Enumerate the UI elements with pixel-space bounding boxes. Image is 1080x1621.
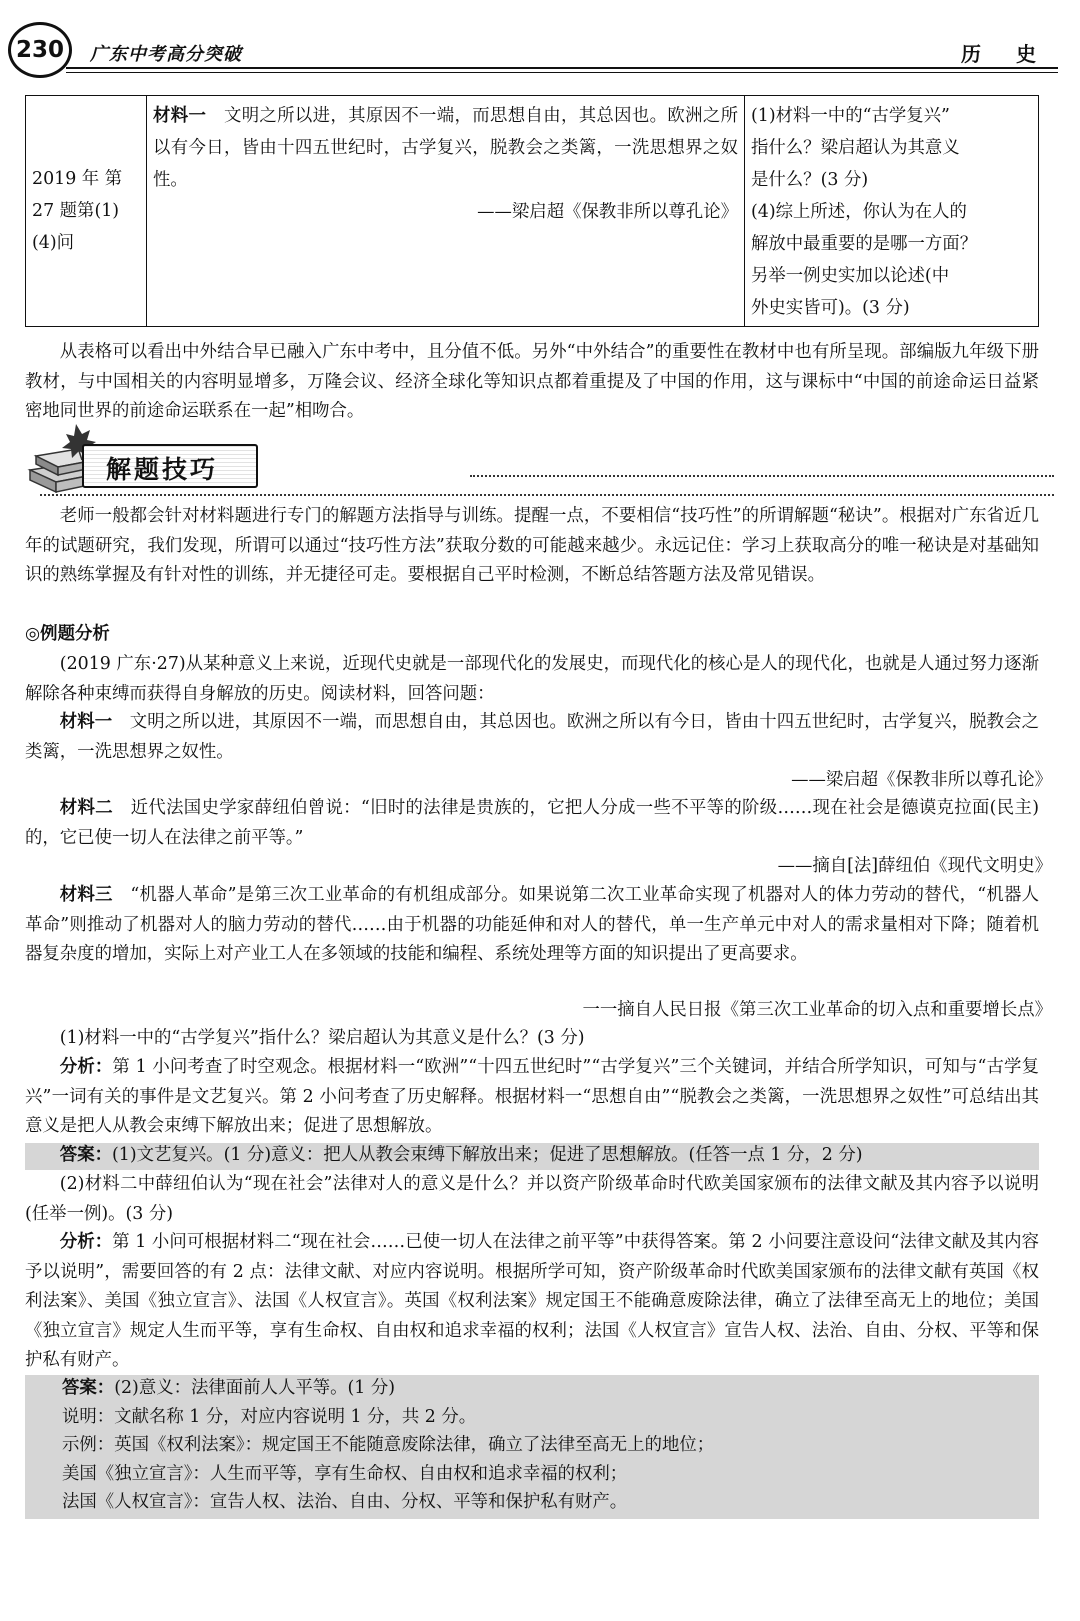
book-title: 广东中考高分突破 [90, 44, 242, 65]
material-one-label: 材料一 [59, 712, 113, 732]
analysis-two-label: 分析： [59, 1232, 113, 1252]
table-cell-year [26, 96, 147, 327]
material-two [25, 794, 1039, 853]
analysis-one [25, 1053, 1039, 1142]
answer-two-line: 示例：英国《权利法案》：规定国王不能随意废除法律，确立了法律至高无上的地位； [62, 1435, 715, 1455]
question-line: 指什么？梁启超认为其意义 [751, 138, 960, 158]
question-line: 解放中最重要的是哪一方面？ [751, 234, 978, 254]
answer-one-text: (1)文艺复兴。(1 分)意义：把人从教会束缚下解放出来；促进了思想解放。(任答一点 1 分，2 分) [111, 1145, 863, 1165]
answer-two [25, 1374, 1039, 1517]
material-three-label: 材料三 [59, 885, 113, 905]
question-one: (1)材料一中的“古学复兴”指什么？梁启超认为其意义是什么？(3 分) [59, 1028, 585, 1048]
page-number: 230 [8, 22, 72, 78]
answer-two-label: 答案： [62, 1378, 115, 1398]
answer-one [25, 1141, 1039, 1171]
material-two-source: ——摘自[法]薛纽伯《现代文明史》 [777, 856, 1052, 876]
answer-two-text: (2)意义：法律面前人人平等。(1 分) [114, 1378, 396, 1398]
material-two-text: 近代法国史学家薛纽伯曾说：“旧时的法律是贵族的，它把人分成一些不平等的阶级……现在社会是德谟克拉面(民主)的，它已使一切人在法律之前平等。” [25, 798, 1039, 848]
example-heading: ◎例题分析 [25, 624, 110, 644]
question-line: (4)综上所述，你认为在人的 [751, 202, 967, 222]
year-line: 27 题第(1) [32, 201, 120, 221]
material-three-source: 一一摘自人民日报《第三次工业革命的切入点和重要增长点》 [582, 1000, 1052, 1020]
intro-paragraph: 从表格可以看出中外结合早已融入广东中考中，且分值不低。另外“中外结合”的重要性在教材中也有所呈现。部编版九年级下册教材，与中国相关的内容明显增多，万隆会议、经济全球化等知识点都着重提及了中国的作用，这与课标中“中国的前途命运日益紧密地同世界的前途命运联系在一起”相吻合。 [25, 342, 1039, 421]
section-title-box [82, 444, 258, 488]
material-one-source: ——梁启超《保教非所以尊孔论》 [791, 770, 1052, 790]
material-label: 材料一 [153, 106, 207, 126]
answer-two-line: 法国《人权宣言》：宣告人权、法治、自由、分权、平等和保护私有财产。 [62, 1492, 628, 1512]
tips-paragraph: 老师一般都会针对材料题进行专门的解题方法指导与训练。提醒一点，不要相信“技巧性”的所谓解题“秘诀”。根据对广东省近几年的试题研究，我们发现，所谓可以通过“技巧性方法”获取分数的可能越来越少。永远记住：学习上获取高分的唯一秘诀是对基础知识的熟练掌握及有针对性的训练，并无捷径可走。要根据自己平时检测，不断总结答题方法及常见错误。 [25, 506, 1039, 585]
material-body: 文明之所以进，其原因不一端，而思想自由，其总因也。欧洲之所以有今日，皆由十四五世纪时，古学复兴，脱教会之类篱，一洗思想界之奴性。 [153, 106, 738, 190]
exam-question-table [25, 95, 1039, 327]
header-rule-thin [66, 72, 1058, 73]
material-text [153, 100, 738, 196]
table-cell-material [147, 96, 745, 327]
material-three-text: “机器人革命”是第三次工业革命的有机组成部分。如果说第二次工业革命实现了机器对人的体力劳动的替代，“机器人革命”则推动了机器对人的脑力劳动的替代……由于机器的功能延伸和对人的替代，单一生产单元中对人的需求量相对下降；随着机器复杂度的增加，实际上对产业工人在多领域的技能和编程、系统处理等方面的知识提出了更高要求。 [25, 885, 1039, 964]
section-title: 解题技巧 [106, 455, 219, 484]
year-line: 2019 年 第 [32, 169, 123, 189]
question-line: 是什么？(3 分) [751, 170, 869, 190]
material-three [25, 881, 1039, 970]
material-one-text: 文明之所以进，其原因不一端，而思想自由，其总因也。欧洲之所以有今日，皆由十四五世纪时，古学复兴，脱教会之类篱，一洗思想界之奴性。 [25, 712, 1039, 762]
question-intro: (2019 广东·27)从某种意义上来说，近现代史就是一部现代化的发展史，而现代化的核心是人的现代化，也就是人通过努力逐渐解除各种束缚而获得自身解放的历史。阅读材料，回答问题： [25, 654, 1039, 704]
year-line: (4)问 [32, 233, 75, 253]
analysis-two-text: 第 1 小问可根据材料二“现在社会……已使一切人在法律之前平等”中获得答案。第 2 小问要注意设问“法律文献及其内容予以说明”，需要回答的有 2 点：法律文献、对应内容说明。根据所学可知，资产阶级革命时代欧美国家颁布的法律文献有英国《权利法案》、美国《独立宣言》、法国《人权宣言》。英国《权利法案》规定国王不能确意废除法律，确立了法律至高无上的地位；美国《独立宣言》规定人生而平等，享有生命权、自由权和追求幸福的权利；法国《人权宣言》宣告人权、法治、自由、分权、平等和保护私有财产。 [25, 1232, 1039, 1370]
dotted-rule [40, 494, 1054, 496]
table-row [26, 96, 1039, 327]
question-two: (2)材料二中薛纽伯认为“现在社会”法律对人的意义是什么？并以资产阶级革命时代欧美国家颁布的法律文献及其内容予以说明(任举一例)。(3 分) [25, 1174, 1039, 1224]
dotted-rule [470, 475, 1054, 477]
table-cell-questions [745, 96, 1039, 327]
question-line: (1)材料一中的“古学复兴” [751, 106, 950, 126]
question-line: 外史实皆可)。(3 分) [751, 298, 910, 318]
analysis-two [25, 1228, 1039, 1376]
material-source: ——梁启超《保教非所以尊孔论》 [477, 202, 738, 222]
page-header [0, 0, 1080, 72]
header-rule [66, 67, 1058, 69]
section-banner [20, 418, 280, 500]
answer-two-line: 说明：文献名称 1 分，对应内容说明 1 分，共 2 分。 [62, 1406, 477, 1427]
material-two-label: 材料二 [59, 798, 113, 818]
question-line: 另举一例史实加以论述(中 [751, 266, 950, 286]
answer-two-line: 美国《独立宣言》：人生而平等，享有生命权、自由权和追求幸福的权利； [62, 1463, 628, 1484]
analysis-one-label: 分析： [59, 1057, 113, 1077]
subject-label: 历 史 [961, 42, 1050, 66]
answer-two-line [62, 1374, 1039, 1403]
material-one [25, 708, 1039, 767]
analysis-one-text: 第 1 小问考查了时空观念。根据材料一“欧洲”“十四五世纪时”“古学复兴”三个关键词，并结合所学知识，可知与“古学复兴”一词有关的事件是文艺复兴。第 2 小问考查了历史解释。根据材料一“思想自由”“脱教会之类篱，一洗思想界之奴性”可总结出其意义是把人从教会束缚下解放出来；促进了思想解放。 [25, 1057, 1039, 1136]
answer-one-label: 答案： [59, 1145, 112, 1165]
